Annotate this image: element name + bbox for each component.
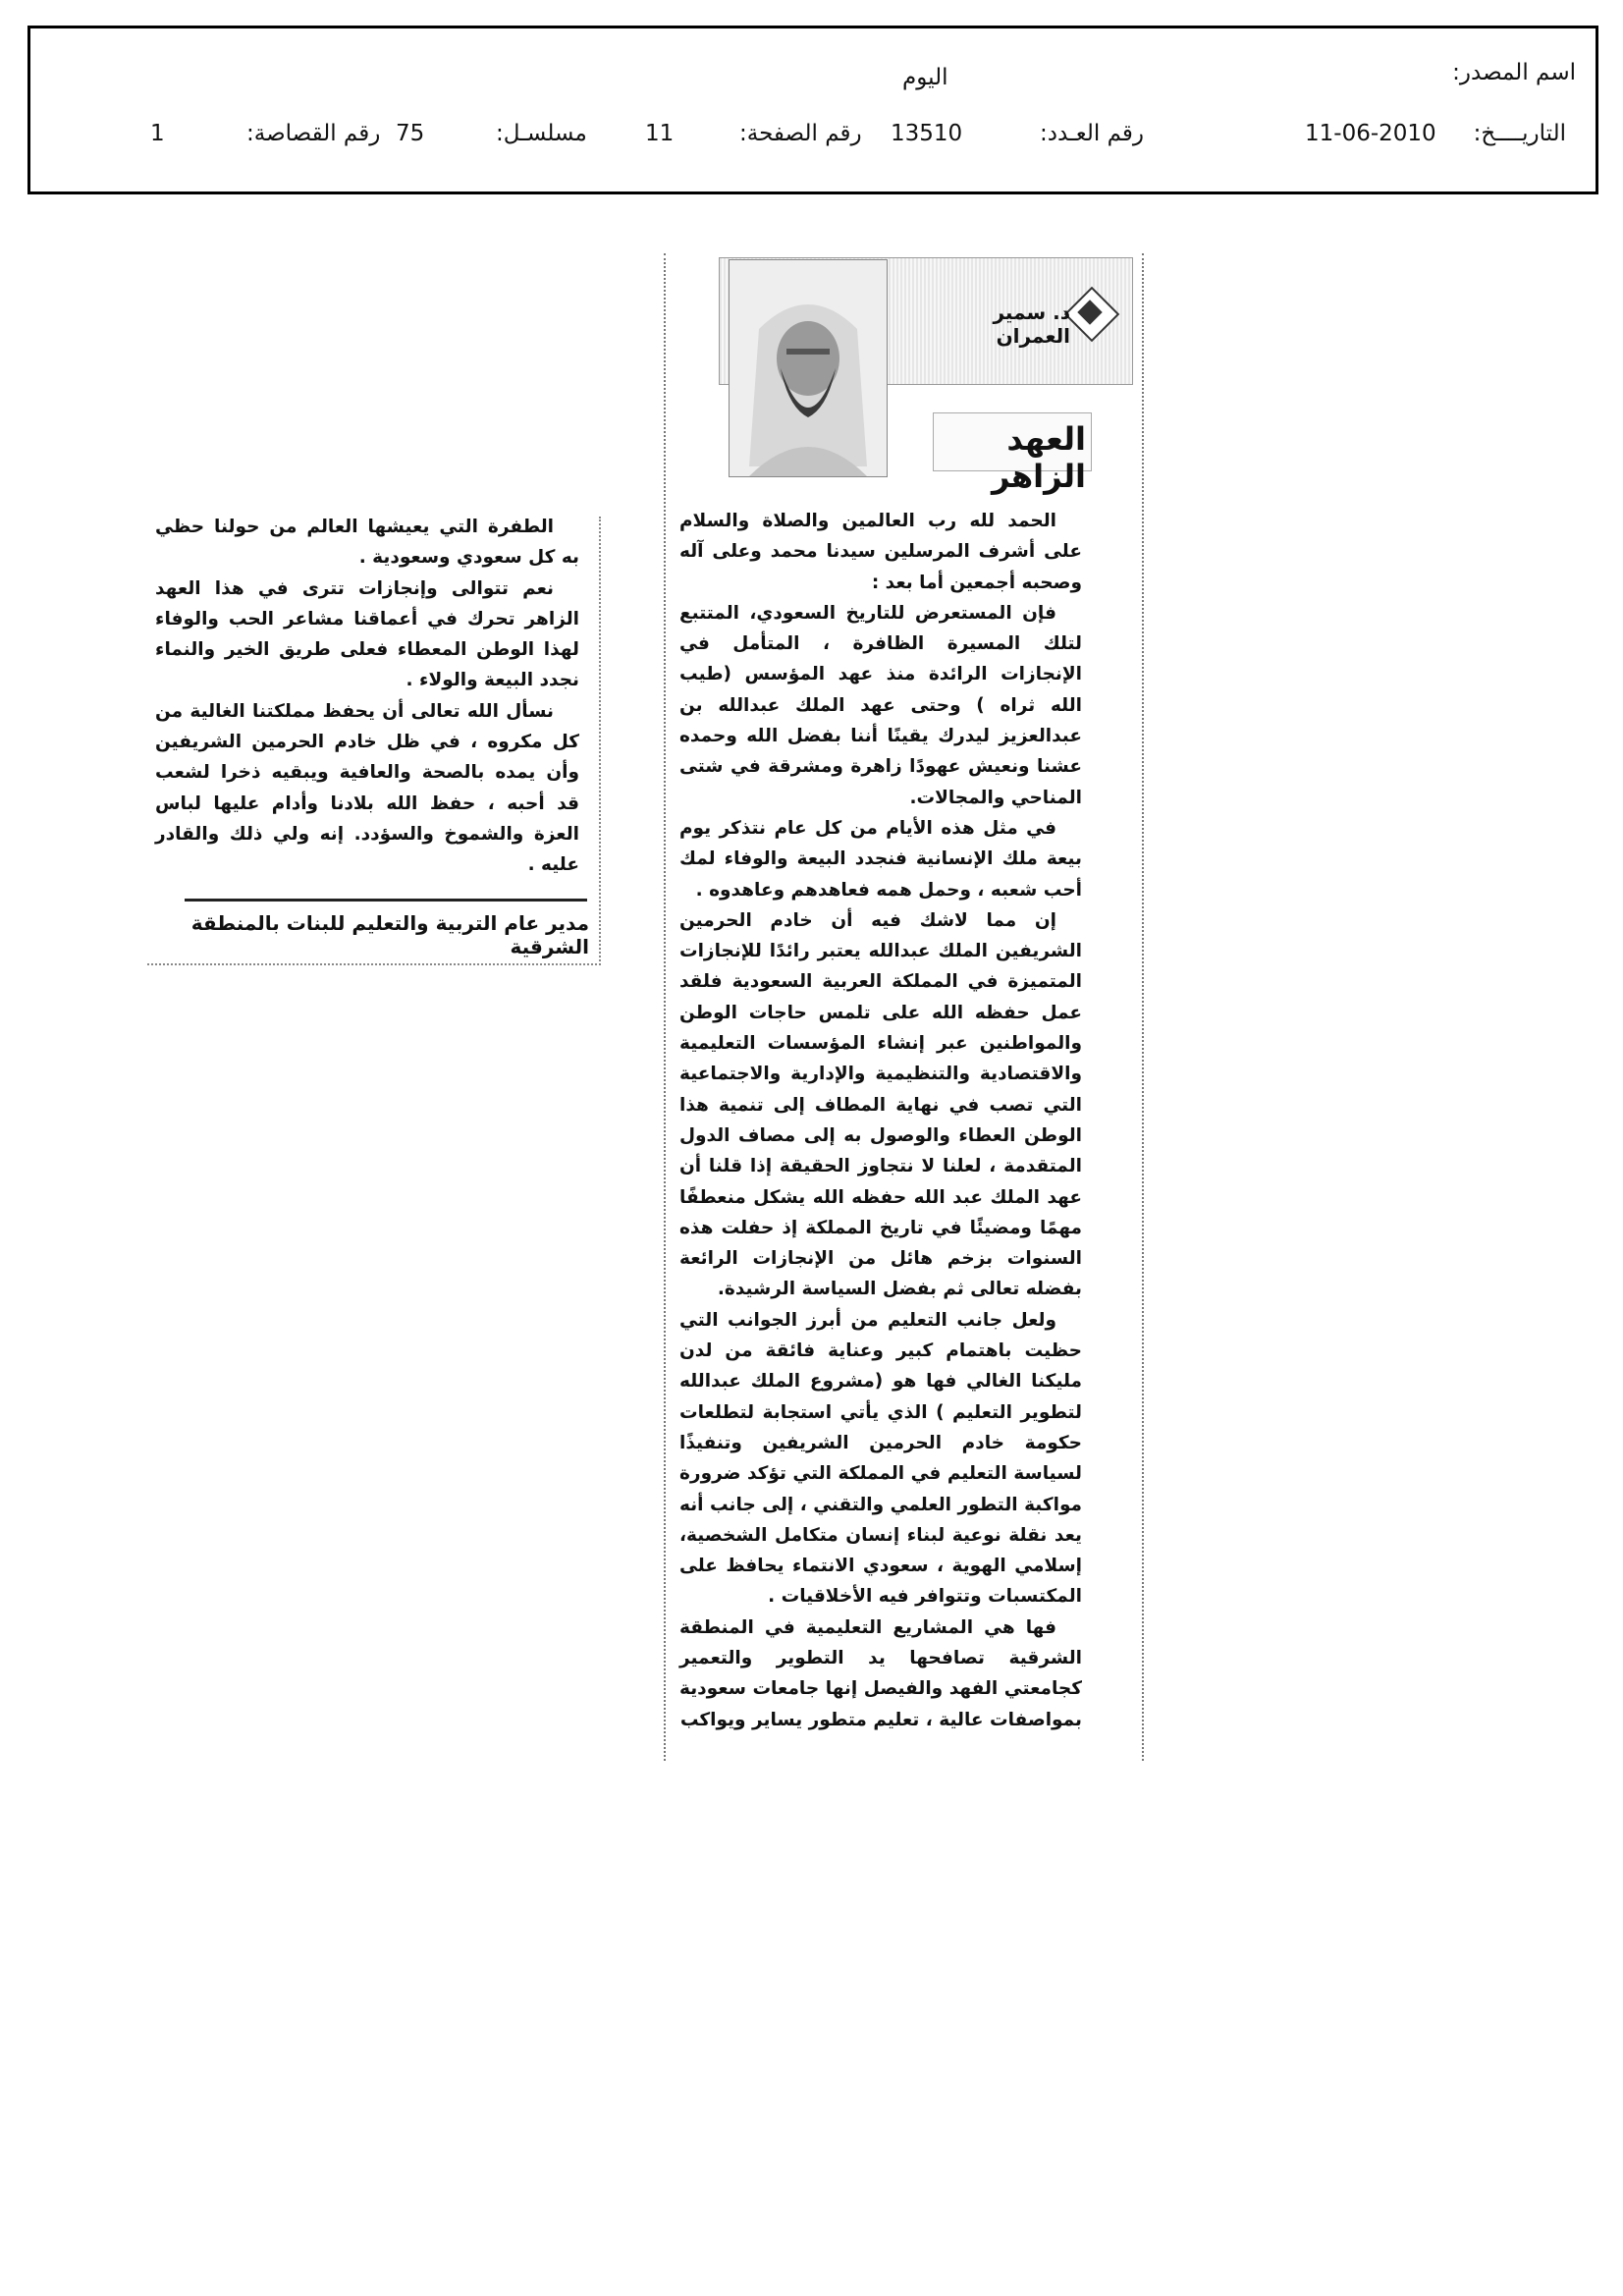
- author-signature: مدير عام التربية والتعليم للبنات بالمنطقة الشرقية: [190, 911, 589, 958]
- source-label: اسم المصدر:: [1452, 60, 1576, 85]
- article-column-left: [155, 512, 579, 881]
- paragraph: فها هي المشاريع التعليمية في المنطقة الشرقية تصافحها يد التطوير والتعمير كجامعتي الفهد والفيصل إنها جامعات سعودية بمواصفات عالية ، تعليم متطور يساير ويواكب: [679, 1616, 1082, 1730]
- paragraph: إن مما لاشك فيه أن خادم الحرمين الشريفين الملك عبدالله يعتبر رائدًا للإنجازات المتميزة في المملكة العربية السعودية فلقد عمل حفظه الله على تلمس حاجات الوطن والمواطنين عبر إنشاء المؤسسات التعليمية والاقتصادية والتنظيمية والإدارية والاجتماعية التي تصب في نهاية المطاف إلى تنمية هذا الوطن العطاء والوصول به إلى مصاف الدول المتقدمة ، لعلنا لا نتجاوز الحقيقة إذا قلنا أن عهد الملك عبد الله حفظه الله يشكل منعطفًا مهمًا ومضيئًا في تاريخ المملكة إذ حفلت هذه السنوات بزخم هائل من الإنجازات الرائعة بفضله تعالى ثم بفضل السياسة الرشيدة.: [679, 909, 1082, 1300]
- issue-value: 13510: [891, 121, 963, 146]
- source-value: اليوم: [902, 65, 948, 90]
- paragraph: الحمد لله رب العالمين والصلاة والسلام على أشرف المرسلين سيدنا محمد وعلى آله وصحبه أجمعين أما بعد :: [679, 511, 1082, 593]
- author-portrait-icon: [730, 260, 887, 476]
- article-headline: العهد الزاهر: [992, 420, 1086, 495]
- paragraph: فإن المستعرض للتاريخ السعودي، المتتبع لتلك المسيرة الظافرة ، المتأمل في الإنجازات الرائدة منذ عهد المؤسس (طيب الله ثراه ) وحتى عهد الملك عبدالله بن عبدالعزيز ليدرك يقينًا أننا بفضل الله وحمده عشنا ونعيش عهودًا زاهرة ومشرقة في شتى المناحي والمجالات.: [679, 602, 1082, 808]
- date-value: 11-06-2010: [1305, 121, 1436, 146]
- issue-label: رقم العـدد:: [1040, 121, 1145, 146]
- page-value: 11: [645, 121, 675, 146]
- clipping-header: [27, 26, 1598, 194]
- clip-value: 1: [150, 121, 165, 146]
- author-photo: [729, 259, 888, 477]
- article-column-right: [679, 506, 1082, 1735]
- clip-label: رقم القصاصة:: [246, 121, 381, 146]
- page-label: رقم الصفحة:: [739, 121, 862, 146]
- paragraph: نعم تتوالى وإنجازات تترى في هذا العهد الزاهر تحرك في أعماقنا مشاعر الحب والوفاء لهذا الوطن المعطاء فعلى طريق الخير والنماء نجدد البيعة والولاء .: [155, 577, 579, 691]
- paragraph: الطفرة التي يعيشها العالم من حولنا حظي به كل سعودي وسعودية .: [155, 517, 579, 569]
- paragraph: في مثل هذه الأيام من كل عام نتذكر يوم بيعة ملك الإنسانية فنجدد البيعة والوفاء لمك أحب شعبه ، وحمل همه فعاهدهم وعاهدوه .: [679, 817, 1082, 901]
- date-label: التاريــــخ:: [1473, 121, 1566, 146]
- paragraph: نسأل الله تعالى أن يحفظ مملكتنا الغالية من كل مكروه ، في ظل خادم الحرمين الشريفين وأن يمده بالصحة والعافية ويبقيه ذخرا لشعب قد أحبه ، حفظ الله بلادنا وأدام عليها لباس العزة والشموخ والسؤدد. إنه ولي ذلك والقادر عليه .: [155, 700, 579, 876]
- author-name: د. سمير العمران: [993, 301, 1070, 348]
- serial-label: مسلسـل:: [496, 121, 587, 146]
- serial-value: 75: [396, 121, 425, 146]
- paragraph: ولعل جانب التعليم من أبرز الجوانب التي حظيت باهتمام كبير وعناية فائقة من لدن مليكنا الغالي فها هو (مشروع الملك عبدالله لتطوير التعليم ) الذي يأتي استجابة لتطلعات حكومة خادم الحرمين الشريفين وتنفيذًا لسياسة التعليم في المملكة التي تؤكد ضرورة مواكبة التطور العلمي والتقني ، إلى جانب أنه يعد نقلة نوعية لبناء إنسان متكامل الشخصية، إسلامي الهوية ، سعودي الانتماء يحافظ على المكتسبات وتتوافر فيه الأخلاقيات .: [679, 1309, 1082, 1608]
- signature-rule: [185, 899, 587, 902]
